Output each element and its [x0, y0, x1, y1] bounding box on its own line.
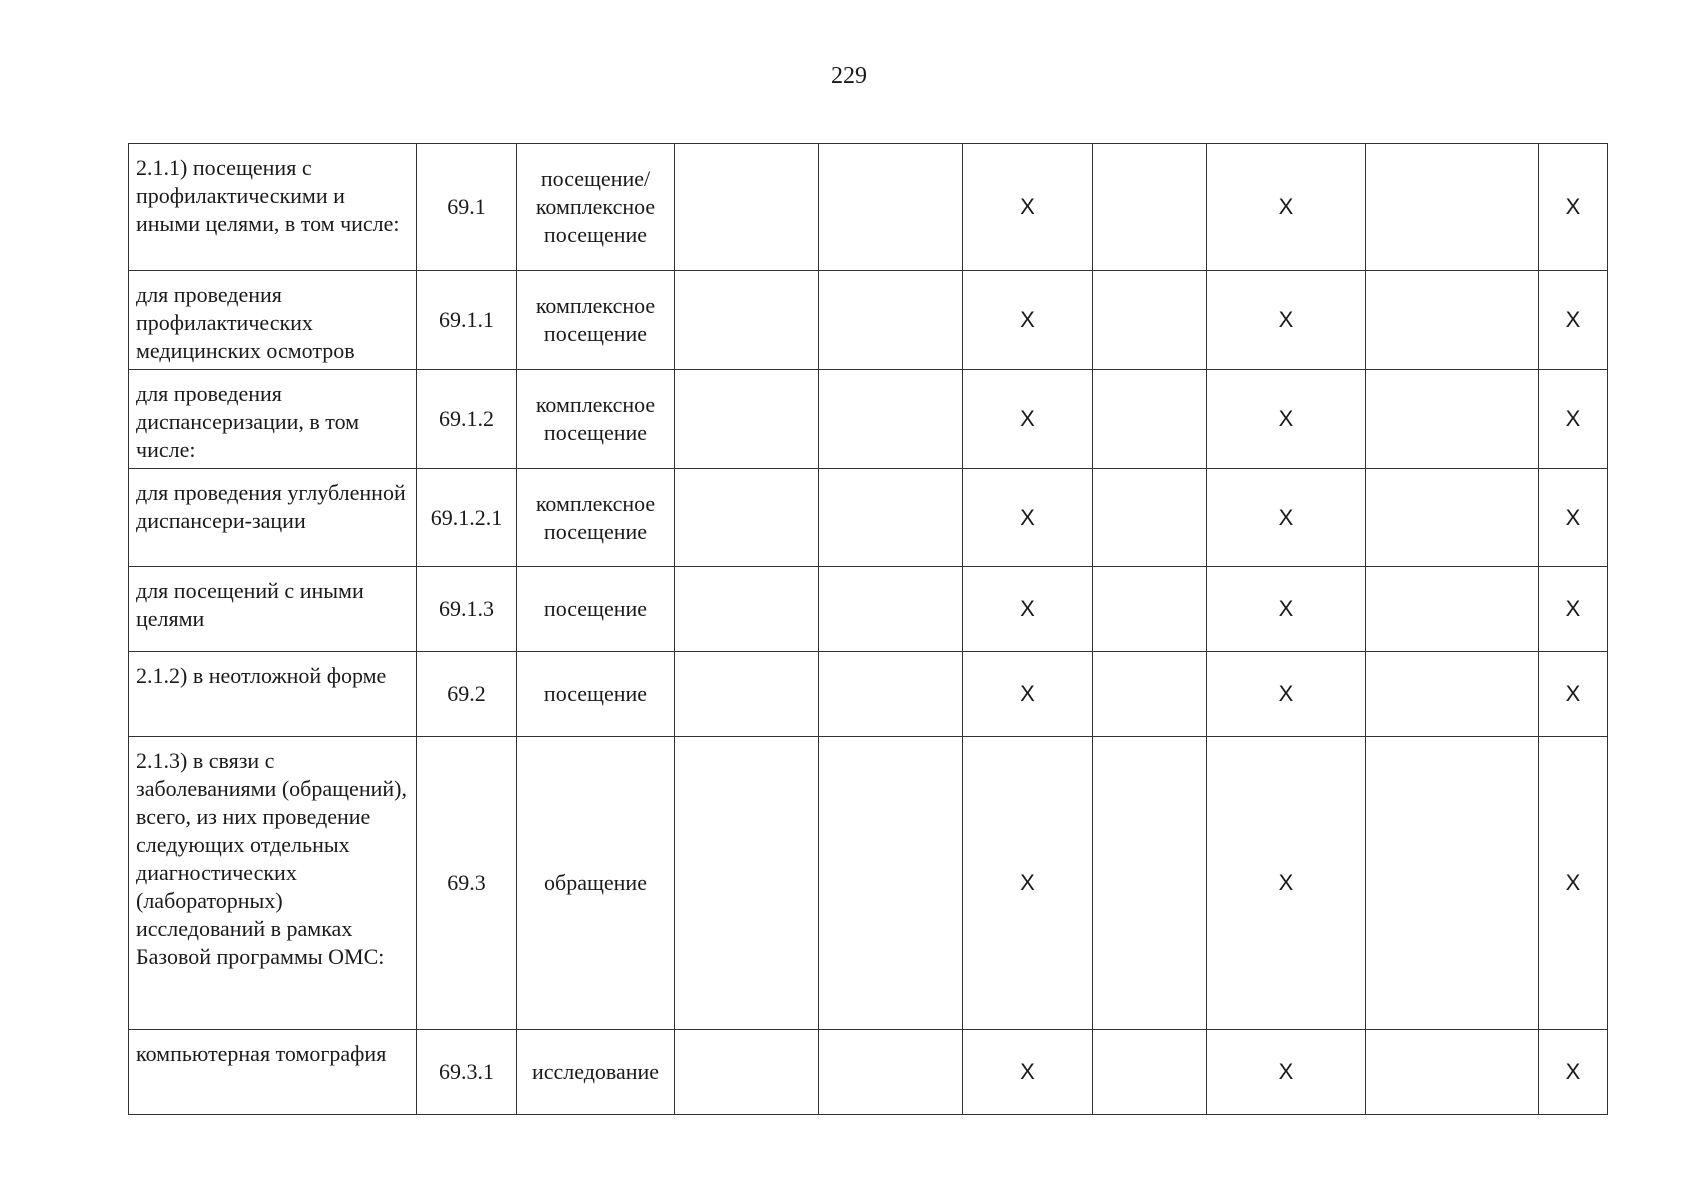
value-cell: X — [1207, 469, 1366, 567]
row-code-cell: 69.3.1 — [417, 1030, 517, 1115]
value-cell: X — [963, 469, 1093, 567]
row-unit-cell: комплексное посещение — [517, 370, 675, 469]
value-cell: X — [963, 737, 1093, 1030]
row-unit-cell: обращение — [517, 737, 675, 1030]
value-cell — [1093, 370, 1207, 469]
row-code-cell: 69.3 — [417, 737, 517, 1030]
row-code-cell: 69.1.1 — [417, 271, 517, 370]
row-name-cell: 2.1.3) в связи с заболеваниями (обращений), всего, из них проведение следующих отдельных диагностических (лабораторных) исследований в рамках Базовой программы ОМС: — [129, 737, 417, 1030]
value-cell: X — [1207, 652, 1366, 737]
value-cell — [819, 652, 963, 737]
value-cell: X — [1539, 469, 1608, 567]
value-cell — [1093, 1030, 1207, 1115]
value-cell: X — [1207, 737, 1366, 1030]
row-unit-cell: посещение — [517, 652, 675, 737]
value-cell — [1093, 271, 1207, 370]
value-cell — [1366, 469, 1539, 567]
row-name-cell: для проведения углубленной диспансери-зации — [129, 469, 417, 567]
value-cell — [1366, 652, 1539, 737]
value-cell — [675, 370, 819, 469]
data-table — [128, 143, 1608, 1115]
value-cell: X — [1539, 652, 1608, 737]
value-cell — [675, 271, 819, 370]
table-row — [129, 1030, 1608, 1115]
value-cell — [675, 737, 819, 1030]
value-cell — [675, 144, 819, 271]
value-cell — [1366, 271, 1539, 370]
value-cell: X — [963, 1030, 1093, 1115]
value-cell — [675, 567, 819, 652]
value-cell: X — [963, 370, 1093, 469]
value-cell — [819, 271, 963, 370]
row-name-cell: 2.1.1) посещения с профилактическими и иными целями, в том числе: — [129, 144, 417, 271]
row-unit-cell: комплексное посещение — [517, 469, 675, 567]
value-cell — [819, 469, 963, 567]
row-code-cell: 69.1 — [417, 144, 517, 271]
value-cell: X — [1207, 144, 1366, 271]
table-row — [129, 370, 1608, 469]
row-code-cell: 69.2 — [417, 652, 517, 737]
value-cell — [819, 737, 963, 1030]
row-unit-cell: посещение — [517, 567, 675, 652]
value-cell: X — [1539, 737, 1608, 1030]
value-cell: X — [963, 567, 1093, 652]
value-cell — [675, 1030, 819, 1115]
value-cell: X — [963, 271, 1093, 370]
page-number: 229 — [831, 63, 867, 89]
table-row — [129, 567, 1608, 652]
value-cell — [1366, 144, 1539, 271]
table-row — [129, 271, 1608, 370]
value-cell — [819, 1030, 963, 1115]
row-name-cell: компьютерная томография — [129, 1030, 417, 1115]
row-code-cell: 69.1.2 — [417, 370, 517, 469]
value-cell — [1093, 737, 1207, 1030]
row-code-cell: 69.1.2.1 — [417, 469, 517, 567]
table-row — [129, 144, 1608, 271]
value-cell: X — [1207, 271, 1366, 370]
row-name-cell: для посещений с иными целями — [129, 567, 417, 652]
value-cell: X — [1539, 144, 1608, 271]
value-cell — [1366, 1030, 1539, 1115]
row-code-cell: 69.1.3 — [417, 567, 517, 652]
table-row — [129, 737, 1608, 1030]
row-unit-cell: комплексное посещение — [517, 271, 675, 370]
value-cell: X — [1539, 567, 1608, 652]
value-cell — [675, 652, 819, 737]
value-cell — [1366, 737, 1539, 1030]
value-cell: X — [1539, 370, 1608, 469]
value-cell — [1093, 567, 1207, 652]
value-cell: X — [963, 144, 1093, 271]
row-name-cell: 2.1.2) в неотложной форме — [129, 652, 417, 737]
value-cell: X — [1207, 370, 1366, 469]
value-cell: X — [1539, 271, 1608, 370]
row-name-cell: для проведения диспансеризации, в том числе: — [129, 370, 417, 469]
value-cell — [819, 144, 963, 271]
value-cell: X — [1207, 567, 1366, 652]
value-cell — [1366, 370, 1539, 469]
value-cell — [1093, 144, 1207, 271]
value-cell — [675, 469, 819, 567]
row-unit-cell: исследование — [517, 1030, 675, 1115]
value-cell: X — [963, 652, 1093, 737]
value-cell: X — [1539, 1030, 1608, 1115]
table-row — [129, 469, 1608, 567]
row-name-cell: для проведения профилактических медицинских осмотров — [129, 271, 417, 370]
value-cell: X — [1207, 1030, 1366, 1115]
table-row — [129, 652, 1608, 737]
value-cell — [819, 567, 963, 652]
value-cell — [1093, 469, 1207, 567]
value-cell — [819, 370, 963, 469]
row-unit-cell: посещение/ комплексное посещение — [517, 144, 675, 271]
value-cell — [1366, 567, 1539, 652]
value-cell — [1093, 652, 1207, 737]
